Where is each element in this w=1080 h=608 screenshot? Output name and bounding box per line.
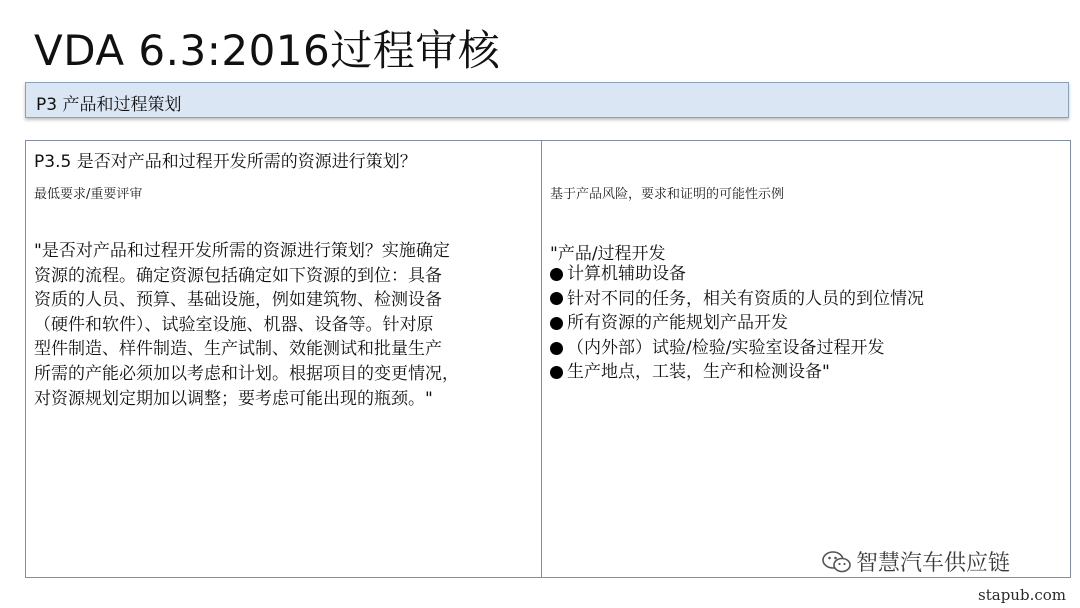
list-item-text: 生产地点，工装，生产和检测设备": [567, 362, 830, 383]
requirements-line: 对资源规划定期加以调整；要考虑可能出现的瓶颈。": [34, 388, 433, 409]
requirements-line: 型件制造、样件制造、生产试制、效能测试和批量生产: [34, 339, 442, 360]
section-title: P3 产品和过程策划: [36, 95, 182, 115]
site-watermark: stapub.com: [978, 586, 1066, 604]
list-item-text: 针对不同的任务，相关有资质的人员的到位情况: [567, 288, 924, 309]
list-item: [550, 287, 924, 312]
wechat-icon: [822, 550, 852, 574]
bullet-icon: [550, 268, 563, 281]
requirements-line: 资源的流程。确定资源包括确定如下资源的到位：具备: [34, 265, 442, 286]
watermark-text: 智慧汽车供应链: [856, 551, 1011, 576]
requirements-line: "是否对产品和过程开发所需的资源进行策划？实施确定: [34, 241, 450, 261]
question-text: P3.5 是否对产品和过程开发所需的资源进行策划？: [34, 152, 417, 172]
requirements-column: [26, 141, 542, 577]
examples-heading: "产品/过程开发: [550, 244, 666, 264]
page-title: VDA 6.3:2016过程审核: [34, 26, 501, 75]
bullet-icon: [550, 292, 563, 305]
list-item-text: （内外部）试验/检验/实验室设备过程开发: [567, 337, 885, 358]
bullet-icon: [550, 342, 563, 355]
bullet-icon: [550, 366, 563, 379]
requirements-text: [34, 239, 534, 411]
examples-label: 基于产品风险，要求和证明的可能性示例: [550, 187, 785, 202]
requirements-line: （硬件和软件）、试验室设施、机器、设备等。针对原: [34, 314, 434, 335]
section-header: [25, 82, 1069, 118]
requirements-table: [25, 140, 1071, 578]
wechat-watermark: [822, 546, 1010, 577]
list-item: [550, 336, 924, 361]
examples-list: [550, 262, 924, 385]
list-item: [550, 262, 924, 287]
requirements-line: 资质的人员、预算、基础设施，例如建筑物、检测设备: [34, 290, 442, 311]
examples-column: [542, 141, 1070, 577]
list-item-text: 所有资源的产能规划产品开发: [567, 313, 788, 334]
min-requirements-label: 最低要求/重要评审: [34, 187, 143, 202]
list-item: [550, 360, 924, 385]
requirements-line: 所需的产能必须加以考虑和计划。根据项目的变更情况，: [34, 363, 459, 384]
bullet-icon: [550, 317, 563, 330]
list-item: [550, 311, 924, 336]
list-item-text: 计算机辅助设备: [567, 264, 686, 284]
